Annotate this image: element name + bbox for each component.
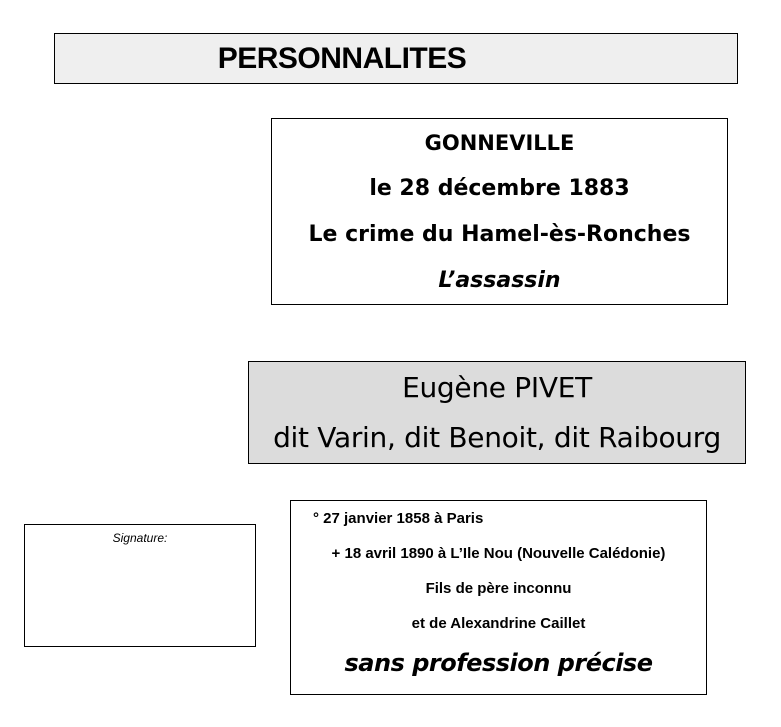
- event-place: GONNEVILLE: [424, 130, 575, 155]
- father-info: Fils de père inconnu: [425, 580, 572, 597]
- mother-info: et de Alexandrine Caillet: [411, 615, 586, 632]
- death-info: + 18 avril 1890 à L’Ile Nou (Nouvelle Calédonie): [331, 545, 666, 562]
- signature-label: Signature:: [112, 531, 168, 545]
- person-name: Eugène PIVET: [402, 370, 592, 404]
- profession-info: sans profession précise: [344, 649, 653, 677]
- event-role: L’assassin: [438, 267, 561, 293]
- page-title: PERSONNALITES: [217, 41, 467, 75]
- event-box: [271, 118, 728, 305]
- event-date: le 28 décembre 1883: [369, 175, 630, 201]
- event-crime: Le crime du Hamel-ès-Ronches: [308, 221, 691, 247]
- birth-info: ° 27 janvier 1858 à Paris: [313, 510, 484, 527]
- person-name-box: [248, 361, 746, 464]
- signature-box: [24, 524, 256, 647]
- person-aliases: dit Varin, dit Benoit, dit Raibourg: [273, 420, 721, 454]
- title-banner: [54, 33, 738, 84]
- biography-box: [290, 500, 707, 695]
